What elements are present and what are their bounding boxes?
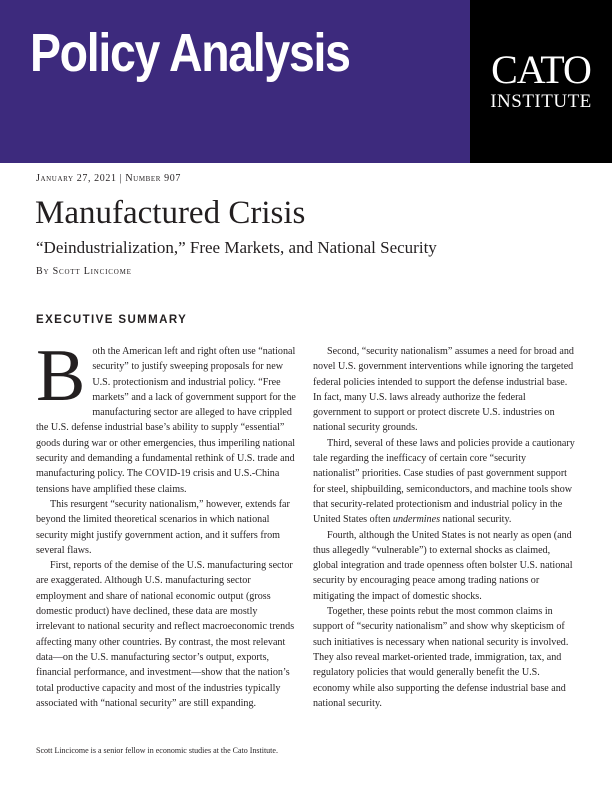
document-title: Manufactured Crisis bbox=[35, 195, 306, 231]
summary-paragraph-7: Together, these points rebut the most common claims in support of “security nationalism” and show why skepticism of such initiatives is necessary when national security is involved. They also reveal market-oriented trade, immigration, tax, and regulatory policies that would generally benefit the U.S. economy while also supporting the defense industrial base and national security. bbox=[313, 606, 569, 709]
summary-column-left bbox=[36, 335, 298, 711]
drop-cap: B bbox=[36, 335, 86, 417]
logo-wordmark: CATO bbox=[491, 47, 591, 92]
dateline: January 27, 2021 | Number 907 bbox=[36, 173, 181, 184]
section-heading: EXECUTIVE SUMMARY bbox=[36, 314, 188, 326]
byline: By Scott Lincicome bbox=[36, 266, 132, 277]
summary-paragraph-1: Both the American left and right often use “national security” to justify sweeping proposals for new U.S. protectionism and industrial policy. “Free markets” and a lack of government support for the manufacturing sector are alleged to have crippled the U.S. defense industrial base’s ability to supply “essential” goods during war or other emergencies, thus imperiling national security and demanding a fundamental rethink of U.S. trade and manufacturing policy. The COVID-19 crisis and U.S.-China tensions have amplified these claims. bbox=[36, 335, 296, 495]
summary-paragraph-5: Third, several of these laws and policies provide a cautionary tale regarding the inefficacy of certain core “security nationalist” priorities. Case studies of past government support for steel, shipbuilding, semiconductors, and machine tools show that security-related protectionism and industrial policy in the United States often undermines national security. bbox=[313, 437, 575, 526]
header-banner bbox=[0, 0, 470, 163]
summary-paragraph-4: Second, “security nationalism” assumes a need for broad and novel U.S. government interventions while ignoring the targeted federal policies intended to support the defense industrial base. In fact, many U.S. laws already authorize the federal government to support or protect discrete U.S. industries on national security grounds. bbox=[313, 346, 574, 434]
logo-institute: INSTITUTE bbox=[490, 91, 592, 112]
summary-column-right bbox=[313, 344, 575, 711]
author-footnote: Scott Lincicome is a senior fellow in economic studies at the Cato Institute. bbox=[36, 746, 278, 755]
summary-paragraph-6: Fourth, although the United States is not nearly as open (and thus allegedly “vulnerable”) to external shocks as claimed, global integration and trade openness often bolster U.S. national security by encouraging peace among trading nations or mitigating the impact of domestic shocks. bbox=[313, 529, 573, 602]
series-title: Policy Analysis bbox=[30, 23, 350, 83]
document-subtitle: “Deindustrialization,” Free Markets, and National Security bbox=[36, 238, 437, 257]
summary-paragraph-2: This resurgent “security nationalism,” however, extends far beyond the limited theoretical scenarios in which national security might justify government action, and it suffers from several flaws. bbox=[36, 498, 290, 556]
summary-paragraph-3: First, reports of the demise of the U.S. manufacturing sector are exaggerated. Although U.S. manufacturing sector employment and share of national economic output (gross domestic product) have declined, these data are mostly irrelevant to national security and reflect macroeconomic trends affecting many other countries. By contrast, the most relevant data—on the U.S. manufacturing sector’s output, exports, financial performance, and investment—show that the nation’s total productive capacity and most of the industries typically associated with “national security” are still expanding. bbox=[36, 560, 295, 709]
emphasis: undermines bbox=[392, 514, 441, 526]
cato-logo bbox=[470, 0, 612, 163]
